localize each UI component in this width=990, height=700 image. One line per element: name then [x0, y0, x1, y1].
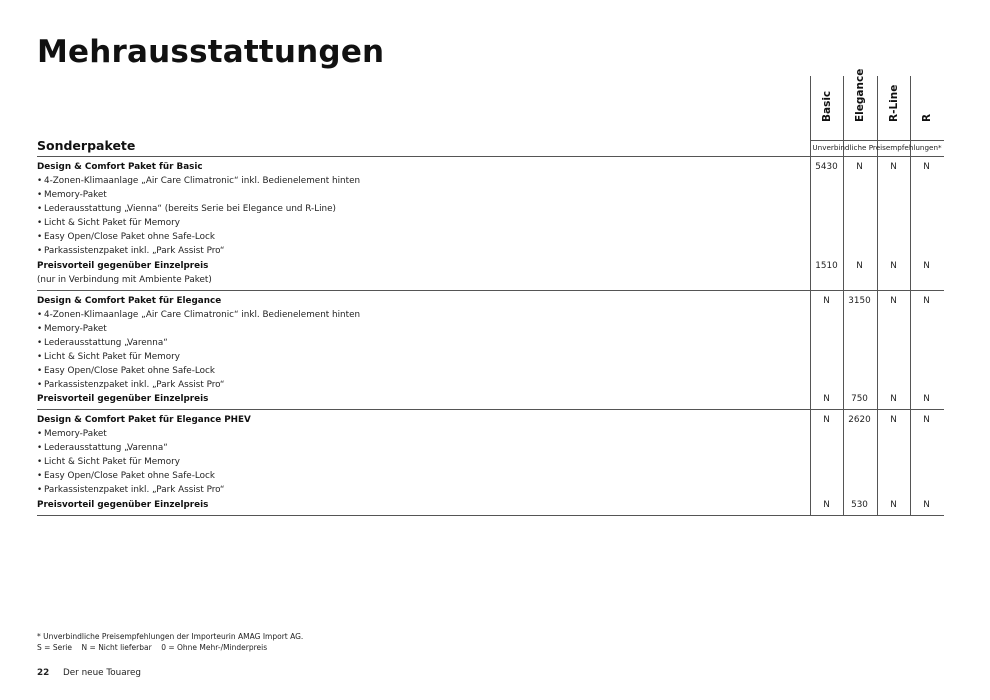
list-item: • Licht & Sicht Paket für Memory	[37, 352, 180, 362]
page-title: Mehrausstattungen	[37, 34, 385, 70]
package-note: (nur in Verbindung mit Ambiente Paket)	[37, 275, 212, 285]
list-item: • Easy Open/Close Paket ohne Safe-Lock	[37, 471, 215, 481]
price-cell: N	[823, 296, 830, 306]
list-item: • Easy Open/Close Paket ohne Safe-Lock	[37, 366, 215, 376]
list-item: • Lederausstattung „Vienna“ (bereits Serie bei Elegance und R-Line)	[37, 204, 336, 214]
list-item: • Parkassistenzpaket inkl. „Park Assist Pro“	[37, 246, 225, 256]
saving-cell: N	[890, 394, 897, 404]
saving-cell: N	[890, 261, 897, 271]
saving-cell: 1510	[815, 261, 838, 271]
saving-cell: N	[823, 394, 830, 404]
page-number: 22	[37, 668, 50, 678]
price-cell: N	[856, 162, 863, 172]
saving-cell: N	[923, 261, 930, 271]
list-item: • Parkassistenzpaket inkl. „Park Assist Pro“	[37, 485, 225, 495]
saving-label: Preisvorteil gegenüber Einzelpreis	[37, 261, 209, 271]
list-item: • Lederausstattung „Varenna“	[37, 338, 168, 348]
price-cell: N	[890, 296, 897, 306]
legend: S = Serie N = Nicht lieferbar 0 = Ohne Mehr-/Minderpreis	[37, 643, 268, 652]
list-item: • Memory-Paket	[37, 190, 107, 200]
package-title: Design & Comfort Paket für Basic	[37, 162, 203, 172]
list-item: • 4-Zonen-Klimaanlage „Air Care Climatronic“ inkl. Bedienelement hinten	[37, 176, 361, 186]
table-bottom-rule	[37, 515, 944, 516]
saving-label: Preisvorteil gegenüber Einzelpreis	[37, 394, 209, 404]
saving-cell: 530	[851, 500, 868, 510]
package-title: Design & Comfort Paket für Elegance PHEV	[37, 415, 251, 425]
price-cell: 2620	[848, 415, 871, 425]
saving-label: Preisvorteil gegenüber Einzelpreis	[37, 500, 209, 510]
price-cell: 5430	[815, 162, 838, 172]
page-label: Der neue Touareg	[63, 668, 142, 678]
price-cell: N	[923, 296, 930, 306]
saving-cell: 750	[851, 394, 868, 404]
price-cell: N	[923, 415, 930, 425]
package-title: Design & Comfort Paket für Elegance	[37, 296, 222, 306]
price-footnote: * Unverbindliche Preisempfehlungen der Importeurin AMAG Import AG.	[37, 632, 304, 641]
list-item: • Licht & Sicht Paket für Memory	[37, 457, 180, 467]
price-cell: 3150	[848, 296, 871, 306]
price-cell: N	[823, 415, 830, 425]
list-item: • Memory-Paket	[37, 429, 107, 439]
list-item: • Parkassistenzpaket inkl. „Park Assist Pro“	[37, 380, 225, 390]
price-cell: N	[890, 415, 897, 425]
price-cell: N	[923, 162, 930, 172]
saving-cell: N	[823, 500, 830, 510]
saving-cell: N	[923, 394, 930, 404]
section-title: Sonderpakete	[37, 138, 136, 153]
column-header-elegance: Elegance	[853, 68, 866, 122]
row-divider	[37, 409, 944, 410]
column-header-r: R	[920, 113, 933, 122]
list-item: • Easy Open/Close Paket ohne Safe-Lock	[37, 232, 215, 242]
column-header-r-line: R-Line	[887, 84, 900, 122]
price-cell: N	[890, 162, 897, 172]
list-item: • 4-Zonen-Klimaanlage „Air Care Climatronic“ inkl. Bedienelement hinten	[37, 310, 361, 320]
header-divider	[810, 140, 944, 141]
saving-cell: N	[856, 261, 863, 271]
list-item: • Licht & Sicht Paket für Memory	[37, 218, 180, 228]
table-top-rule	[37, 156, 944, 157]
column-header-basic: Basic	[820, 90, 833, 122]
saving-cell: N	[923, 500, 930, 510]
list-item: • Lederausstattung „Varenna“	[37, 443, 168, 453]
list-item: • Memory-Paket	[37, 324, 107, 334]
row-divider	[37, 290, 944, 291]
price-note: Unverbindliche Preisempfehlungen*	[812, 143, 942, 152]
saving-cell: N	[890, 500, 897, 510]
